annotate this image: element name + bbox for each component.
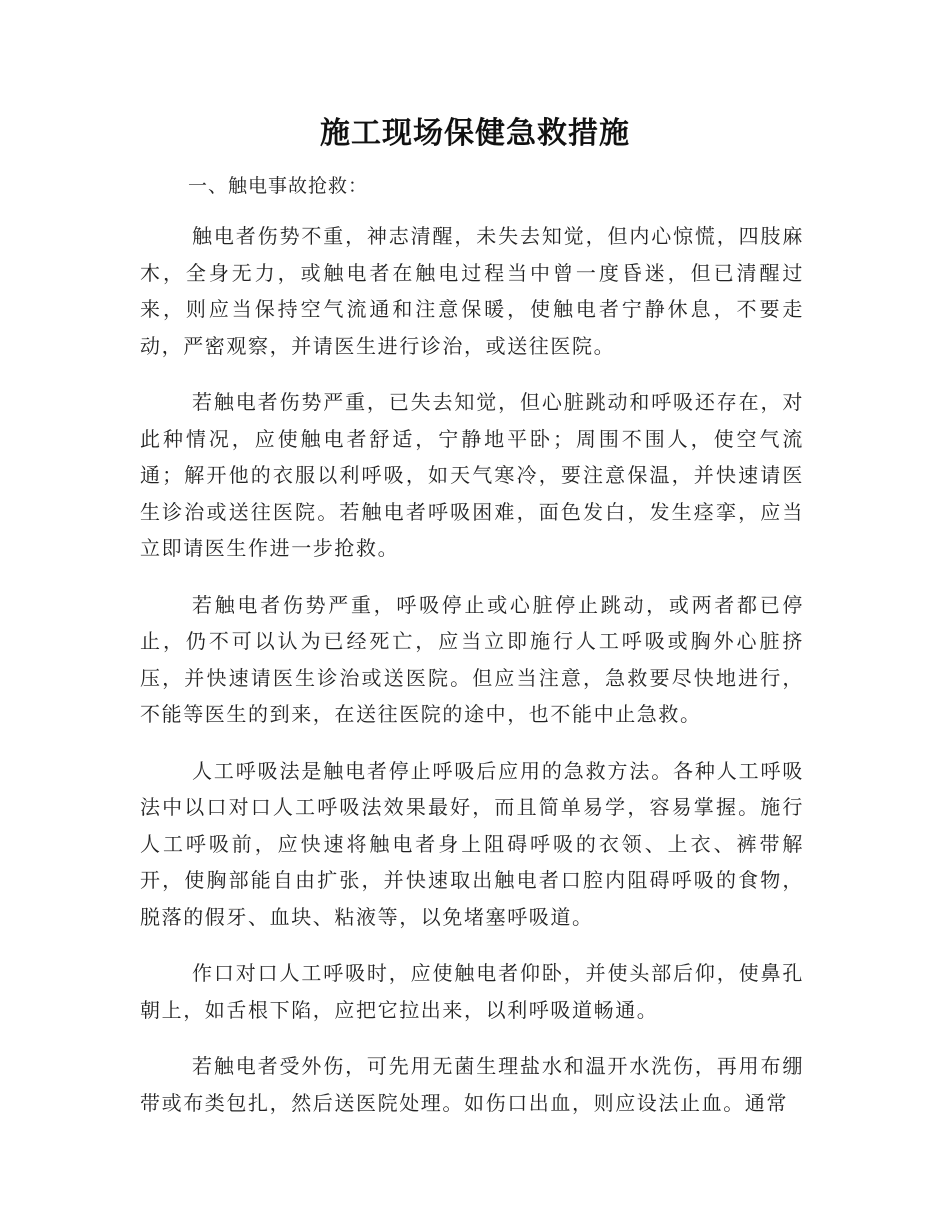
paragraph-3: 若触电者伤势严重，呼吸停止或心脏停止跳动，或两者都已停止，仍不可以认为已经死亡，应当立即施行人工呼吸或胸外心脏挤压，并快速请医生诊治或送医院。但应当注意，急救要尽快地进行，不能等医生的到来，在送往医院的途中，也不能中止急救。 — [140, 592, 804, 726]
paragraph-5: 作口对口人工呼吸时，应使触电者仰卧，并使头部后仰，使鼻孔朝上，如舌根下陷，应把它拉出来，以利呼吸道畅通。 — [140, 961, 804, 1022]
section-heading: 一、触电事故抢救： — [188, 175, 369, 197]
paragraph-4: 人工呼吸法是触电者停止呼吸后应用的急救方法。各种人工呼吸法中以口对口人工呼吸法效果最好，而且简单易学，容易掌握。施行人工呼吸前，应快速将触电者身上阻碍呼吸的衣领、上衣、裤带解开，使胸部能自由扩张，并快速取出触电者口腔内阻碍呼吸的食物，脱落的假牙、血块、粘液等，以免堵塞呼吸道。 — [140, 758, 804, 929]
paragraph-6: 若触电者受外伤，可先用无菌生理盐水和温开水洗伤，再用布绷带或布类包扎，然后送医院处理。如伤口出血，则应设法止血。通常 — [140, 1054, 804, 1115]
document-body — [140, 218, 804, 1141]
paragraph-2: 若触电者伤势严重，已失去知觉，但心脏跳动和呼吸还存在，对此种情况，应使触电者舒适，宁静地平卧；周围不围人，使空气流通；解开他的衣服以利呼吸，如天气寒冷，要注意保温，并快速请医生诊治或送往医院。若触电者呼吸困难，面色发白，发生痉挛，应当立即请医生作进一步抢救。 — [140, 390, 804, 560]
paragraph-1: 触电者伤势不重，神志清醒，未失去知觉，但内心惊慌，四肢麻木，全身无力，或触电者在触电过程当中曾一度昏迷，但已清醒过来，则应当保持空气流通和注意保暖，使触电者宁静休息，不要走动，严密观察，并请医生进行诊治，或送往医院。 — [140, 224, 804, 358]
document-title: 施工现场保健急救措施 — [320, 116, 630, 151]
